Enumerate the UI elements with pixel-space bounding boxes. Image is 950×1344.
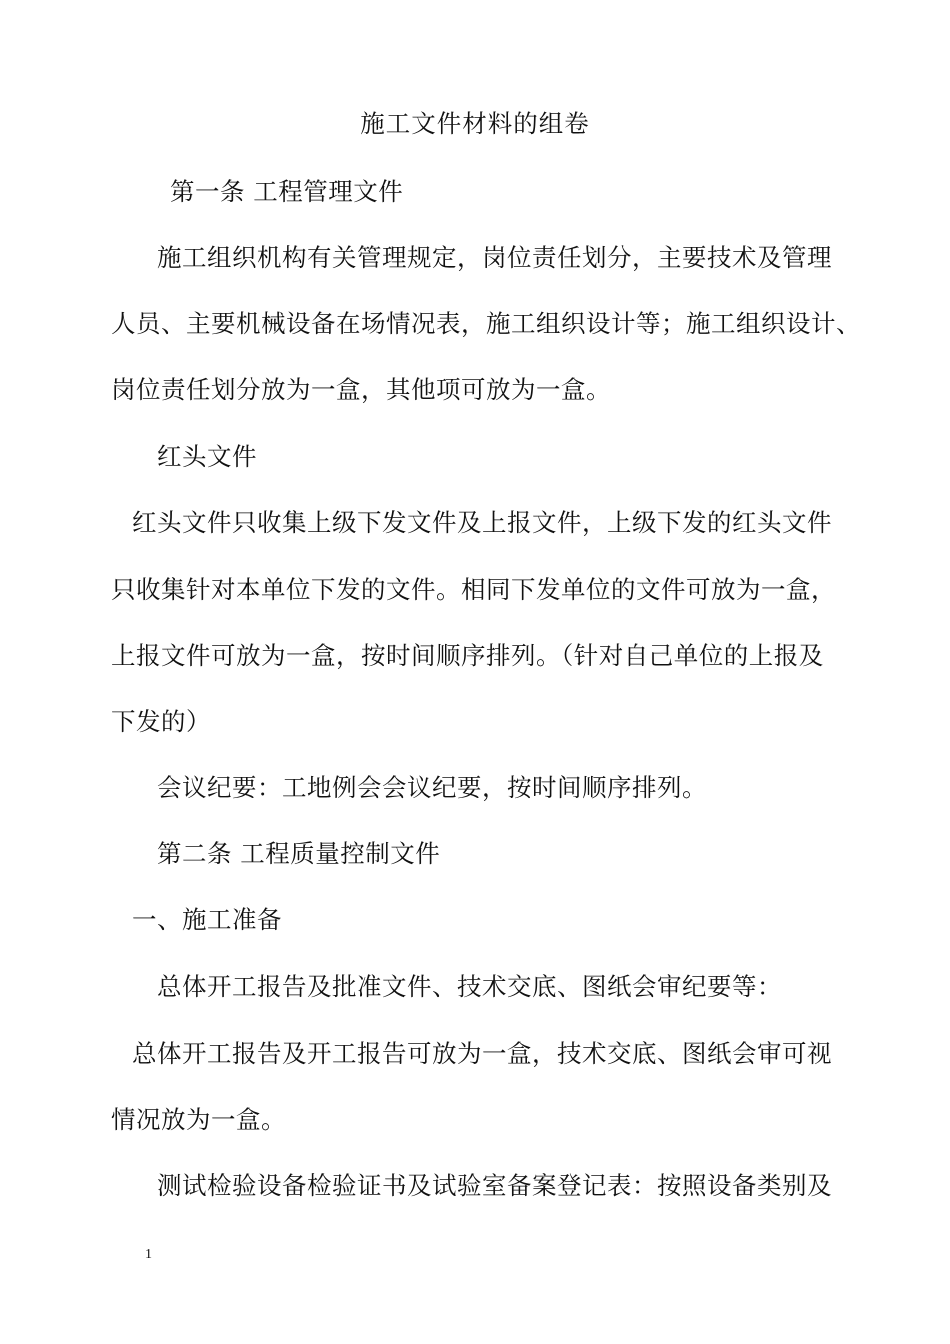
section-heading-1: 第一条 工程管理文件 [170,177,404,206]
paragraph-line: 红头文件只收集上级下发文件及上报文件，上级下发的红头文件 [132,508,832,537]
paragraph-line: 上报文件可放为一盒，按时间顺序排列。（针对自己单位的上报及 [111,641,824,670]
paragraph-line: 岗位责任划分放为一盒，其他项可放为一盒。 [111,375,611,404]
paragraph-line: 情况放为一盒。 [111,1105,286,1134]
section-heading-2: 第二条 工程质量控制文件 [157,839,441,868]
paragraph-line: 测试检验设备检验证书及试验室备案登记表：按照设备类别及 [157,1171,832,1200]
paragraph-line: 施工组织机构有关管理规定，岗位责任划分，主要技术及管理 [157,243,832,272]
paragraph-line: 人员、主要机械设备在场情况表，施工组织设计等；施工组织设计、 [111,309,861,338]
paragraph-line: 总体开工报告及批准文件、技术交底、图纸会审纪要等： [157,972,782,1001]
paragraph-line: 下发的） [111,707,211,736]
page-number: 1 [145,1247,152,1262]
paragraph-line: 只收集针对本单位下发的文件。相同下发单位的文件可放为一盒， [111,575,836,604]
subheading-red-header-documents: 红头文件 [157,442,257,471]
paragraph-line: 总体开工报告及开工报告可放为一盒，技术交底、图纸会审可视 [132,1039,832,1068]
document-title: 施工文件材料的组卷 [360,109,590,138]
subheading-construction-preparation: 一、施工准备 [132,905,282,934]
paragraph-line: 会议纪要：工地例会会议纪要，按时间顺序排列。 [157,773,707,802]
